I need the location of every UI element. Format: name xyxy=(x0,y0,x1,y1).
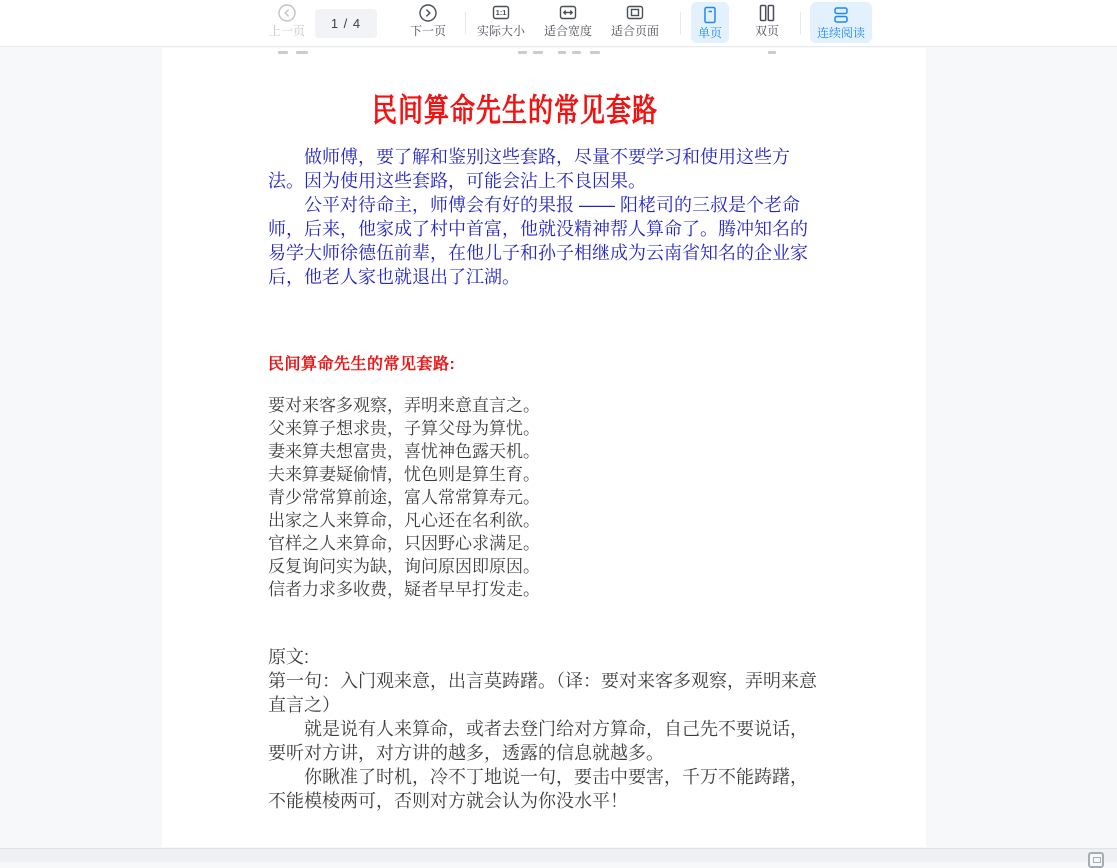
intro-paragraph: 做师傅，要了解和鉴别这些套路，尽量不要学习和使用这些方法。因为使用这些套路，可能会沾上不良因果。 xyxy=(268,147,790,191)
fit-page-label: 适合页面 xyxy=(610,24,660,38)
prev-page-label: 上一页 xyxy=(268,24,306,38)
one-to-one-icon xyxy=(491,3,511,23)
actual-size-label: 实际大小 xyxy=(476,24,526,38)
double-page-icon xyxy=(757,3,777,23)
page-number-input[interactable]: 1 / 4 xyxy=(315,9,377,38)
poem-line: 要对来客多观察，弄明来意直言之。 xyxy=(268,396,540,415)
poem-line: 父来算子想求贵，子算父母为算忧。 xyxy=(268,419,540,438)
fit-width-icon xyxy=(558,3,578,23)
bottom-status-strip xyxy=(0,848,1117,862)
double-page-label: 双页 xyxy=(754,24,780,38)
next-page-button[interactable] xyxy=(410,3,446,39)
poem-line: 官样之人来算命，只因野心求满足。 xyxy=(268,534,540,553)
prev-page-button[interactable] xyxy=(269,3,305,39)
poem-line: 反复询问实为缺，询问原因即原因。 xyxy=(268,557,540,576)
clipped-text-fragment xyxy=(572,51,581,54)
fit-page-icon xyxy=(625,3,645,23)
clipped-text-fragment xyxy=(518,51,527,54)
svg-text:1:1: 1:1 xyxy=(495,8,507,18)
poem-line: 信者力求多收费，疑者早早打发走。 xyxy=(268,580,540,599)
toolbar-separator xyxy=(680,12,681,34)
poem-line: 青少常常算前途，富人常常算寿元。 xyxy=(268,488,540,507)
intro-paragraphs xyxy=(268,145,824,289)
double-page-button[interactable] xyxy=(755,3,779,39)
document-page xyxy=(162,48,926,847)
clipped-text-fragment xyxy=(278,51,288,54)
viewer-toolbar xyxy=(0,0,1117,47)
fit-width-label: 适合宽度 xyxy=(543,24,593,38)
single-page-label: 单页 xyxy=(697,26,723,40)
fit-page-button[interactable] xyxy=(611,3,659,39)
poem-line: 夫来算妻疑偷情，忧色则是算生育。 xyxy=(268,465,540,484)
original-text-block xyxy=(268,645,824,813)
clipped-text-fragment xyxy=(296,51,308,54)
original-paragraph: 就是说有人来算命，或者去登门给对方算命，自己先不要说话，要听对方讲，对方讲的越多，透露的信息就越多。 xyxy=(268,719,808,763)
actual-size-button[interactable] xyxy=(477,3,525,39)
original-paragraph: 第一句：入门观来意，出言莫踌躇。（译：要对来客多观察，弄明来意直言之） xyxy=(268,671,817,715)
single-page-icon xyxy=(700,5,720,25)
next-page-label: 下一页 xyxy=(409,24,447,38)
clipped-text-fragment xyxy=(768,51,776,54)
continuous-reading-button[interactable] xyxy=(810,2,872,43)
toolbar-separator xyxy=(800,12,801,34)
chevron-right-circle-icon xyxy=(418,3,438,23)
poem-block xyxy=(268,394,540,601)
continuous-reading-icon xyxy=(831,5,851,25)
intro-paragraph: 公平对待命主，师傅会有好的果报 —— 阳栳司的三叔是个老命师，后来，他家成了村中首富，他就没精神帮人算命了。腾冲知名的易学大师徐德伍前辈，在他儿子和孙子相继成为云南省知名的企业家后，他老人家也就退出了江湖。 xyxy=(268,195,808,287)
toolbar-separator xyxy=(465,12,466,34)
clipped-text-fragment xyxy=(533,51,543,54)
poem-line: 妻来算夫想富贵，喜忧神色露天机。 xyxy=(268,442,540,461)
document-viewport[interactable] xyxy=(0,48,1117,847)
floating-widget-icon[interactable] xyxy=(1088,852,1104,868)
document-title: 民间算命先生的常见套路 xyxy=(372,93,659,129)
fit-width-button[interactable] xyxy=(544,3,592,39)
original-label: 原文: xyxy=(268,647,310,667)
clipped-text-fragment xyxy=(590,51,600,54)
continuous-reading-label: 连续阅读 xyxy=(816,26,866,40)
section-heading: 民间算命先生的常见套路: xyxy=(268,356,456,373)
chevron-left-circle-icon xyxy=(277,3,297,23)
poem-line: 出家之人来算命，凡心还在名利欲。 xyxy=(268,511,540,530)
clipped-text-fragment xyxy=(558,51,566,54)
single-page-button[interactable] xyxy=(691,2,729,43)
original-paragraph: 你瞅准了时机，冷不丁地说一句，要击中要害，千万不能踌躇，不能模棱两可，否则对方就会认为你没水平！ xyxy=(268,767,808,811)
